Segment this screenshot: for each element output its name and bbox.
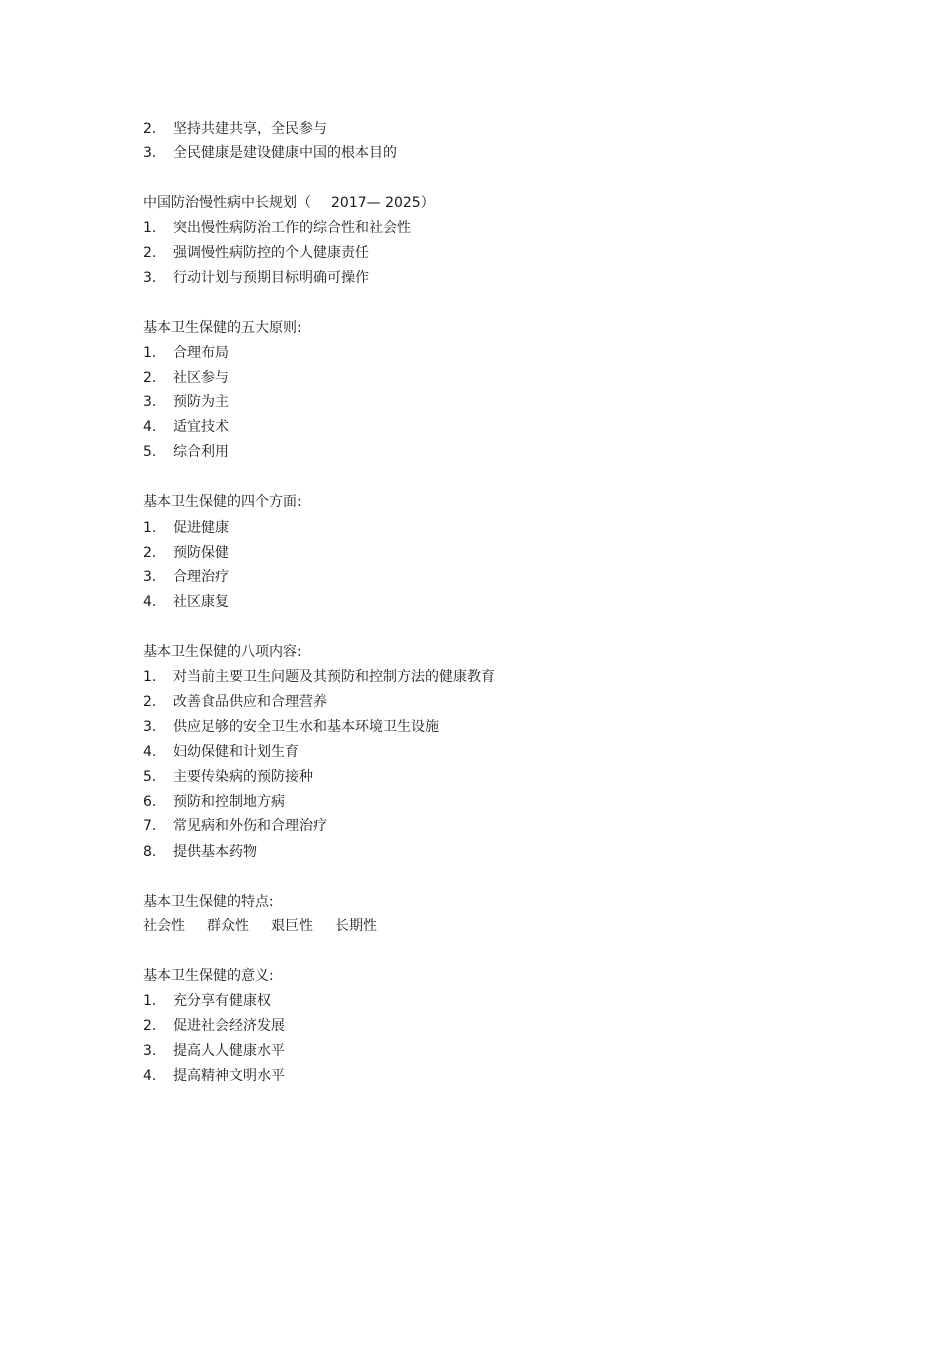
item-number: 2. (143, 1018, 157, 1034)
item-text: 提高人人健康水平 (173, 1043, 285, 1059)
list-item (143, 266, 369, 291)
item-number: 3. (143, 394, 157, 410)
item-text: 供应足够的安全卫生水和基本环境卫生设施 (173, 719, 439, 735)
title-years: 2017— 2025） (331, 195, 435, 211)
item-text: 妇幼保健和计划生育 (173, 744, 299, 760)
features-row (143, 914, 399, 939)
list-item (143, 765, 313, 790)
list-item (143, 690, 327, 715)
item-text: 坚持共建共享，全民参与 (173, 121, 327, 137)
item-number: 1. (143, 220, 157, 236)
list-item (143, 715, 439, 740)
item-number: 3. (143, 569, 157, 585)
item-text: 全民健康是建设健康中国的根本目的 (173, 145, 397, 161)
list-item (143, 989, 271, 1014)
item-number: 4. (143, 1068, 157, 1084)
item-text: 合理治疗 (173, 569, 229, 585)
item-text: 社区参与 (173, 370, 229, 386)
section-title-five-principles: 基本卫生保健的五大原则: (143, 320, 302, 336)
item-number: 1. (143, 993, 157, 1009)
item-number: 4. (143, 419, 157, 435)
list-item (143, 665, 495, 690)
item-text: 改善食品供应和合理营养 (173, 694, 327, 710)
list-item (143, 1014, 285, 1039)
item-number: 7. (143, 818, 157, 834)
item-number: 3. (143, 270, 157, 286)
item-number: 5. (143, 444, 157, 460)
item-text: 社区康复 (173, 594, 229, 610)
section-title-chronic-plan (143, 191, 435, 216)
item-number: 5. (143, 769, 157, 785)
list-item (143, 117, 327, 142)
list-item (143, 1039, 285, 1064)
item-text: 预防保健 (173, 545, 229, 561)
list-item (143, 541, 229, 566)
item-text: 预防为主 (173, 394, 229, 410)
item-number: 2. (143, 694, 157, 710)
item-number: 6. (143, 794, 157, 810)
list-item (143, 740, 299, 765)
list-item (143, 590, 229, 615)
item-text: 充分享有健康权 (173, 993, 271, 1009)
section-title-significance: 基本卫生保健的意义: (143, 968, 274, 984)
item-number: 3. (143, 145, 157, 161)
item-number: 8. (143, 844, 157, 860)
list-item (143, 390, 229, 415)
item-number: 2. (143, 545, 157, 561)
list-item (143, 415, 229, 440)
item-text: 合理布局 (173, 345, 229, 361)
feature-item: 社会性 (143, 918, 185, 934)
title-prefix: 中国防治慢性病中长规划（ (143, 195, 311, 211)
item-text: 综合利用 (173, 444, 229, 460)
item-text: 常见病和外伤和合理治疗 (173, 818, 327, 834)
item-text: 适宜技术 (173, 419, 229, 435)
list-item (143, 565, 229, 590)
item-number: 2. (143, 245, 157, 261)
item-number: 1. (143, 345, 157, 361)
feature-item: 艰巨性 (271, 918, 313, 934)
list-item (143, 440, 229, 465)
item-number: 4. (143, 744, 157, 760)
section-title-features: 基本卫生保健的特点: (143, 894, 274, 910)
list-item (143, 516, 229, 541)
list-item (143, 1064, 285, 1089)
item-text: 预防和控制地方病 (173, 794, 285, 810)
section-title-eight-contents: 基本卫生保健的八项内容: (143, 644, 302, 660)
item-number: 2. (143, 121, 157, 137)
feature-item: 群众性 (207, 918, 249, 934)
list-item (143, 366, 229, 391)
item-number: 1. (143, 520, 157, 536)
item-number: 2. (143, 370, 157, 386)
item-text: 提高精神文明水平 (173, 1068, 285, 1084)
item-number: 3. (143, 719, 157, 735)
section-title-four-aspects: 基本卫生保健的四个方面: (143, 494, 302, 510)
item-text: 主要传染病的预防接种 (173, 769, 313, 785)
item-text: 突出慢性病防治工作的综合性和社会性 (173, 220, 411, 236)
list-item (143, 840, 257, 865)
list-item (143, 341, 229, 366)
item-text: 对当前主要卫生问题及其预防和控制方法的健康教育 (173, 669, 495, 685)
list-item (143, 241, 369, 266)
item-number: 4. (143, 594, 157, 610)
item-text: 行动计划与预期目标明确可操作 (173, 270, 369, 286)
item-text: 促进健康 (173, 520, 229, 536)
item-number: 3. (143, 1043, 157, 1059)
list-item (143, 216, 411, 241)
item-text: 促进社会经济发展 (173, 1018, 285, 1034)
list-item (143, 790, 285, 815)
list-item (143, 141, 397, 166)
item-number: 1. (143, 669, 157, 685)
list-item (143, 814, 327, 839)
item-text: 强调慢性病防控的个人健康责任 (173, 245, 369, 261)
item-text: 提供基本药物 (173, 844, 257, 860)
feature-item: 长期性 (335, 918, 377, 934)
